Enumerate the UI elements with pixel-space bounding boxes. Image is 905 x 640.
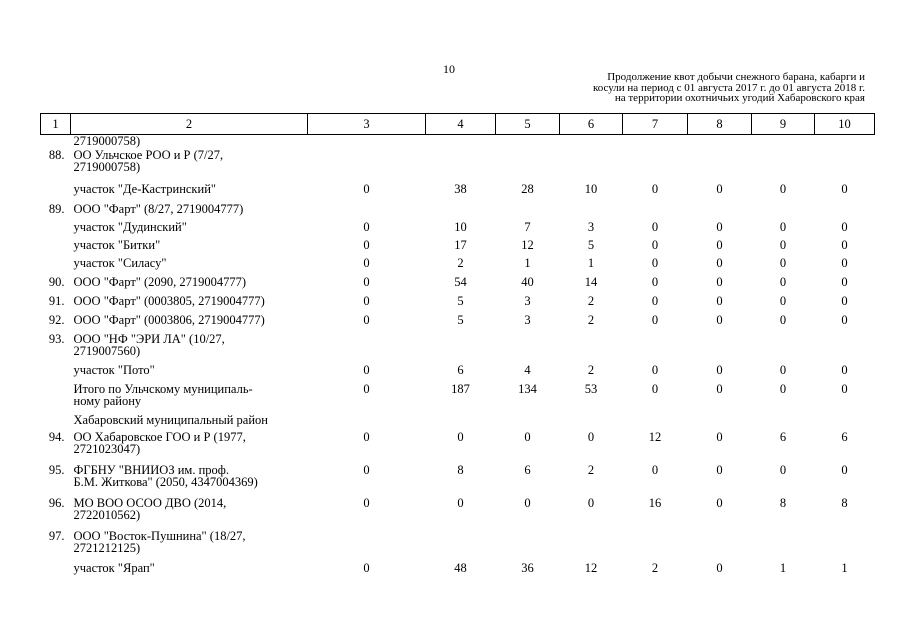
cell-col-8: 0 <box>716 429 723 444</box>
cell-col-9 <box>752 149 815 183</box>
row-name: участок "Ярап" <box>73 560 155 575</box>
cell-col-10: 6 <box>841 429 848 444</box>
header-line-2: косули на период с 01 августа 2017 г. до 01 августа 2018 г. <box>592 81 865 94</box>
row-number <box>41 257 71 276</box>
table-row <box>41 333 875 364</box>
table-row <box>41 314 875 333</box>
cell-col-9: 8 <box>779 495 787 510</box>
cell-col-10: 0 <box>841 219 848 234</box>
table-row <box>41 364 875 383</box>
cell-col-3 <box>308 414 426 431</box>
cell-col-9: 0 <box>779 293 787 308</box>
cell-col-7 <box>623 530 688 562</box>
row-number: 92. <box>48 312 65 327</box>
table-row <box>41 497 875 530</box>
cell-col-10: 0 <box>841 274 848 289</box>
cell-col-6: 14 <box>584 274 598 289</box>
table-row <box>41 431 875 464</box>
cell-col-8: 0 <box>716 462 723 477</box>
cell-col-10: 0 <box>841 462 848 477</box>
cell-col-10 <box>815 135 875 149</box>
quota-table <box>40 113 875 582</box>
row-name: МО ВОО ОСОО ДВО (2014, 2722010562) <box>73 495 227 522</box>
cell-col-5: 36 <box>521 560 534 575</box>
cell-col-9: 0 <box>779 462 787 477</box>
cell-col-9: 0 <box>779 381 787 396</box>
cell-col-4: 2 <box>457 255 464 270</box>
cell-col-6: 3 <box>587 219 595 234</box>
cell-col-4: 0 <box>457 429 464 444</box>
row-name: 2719000758) <box>73 134 141 148</box>
row-name: ОО Хабаровское ГОО и Р (1977, 2721023047) <box>73 429 246 456</box>
cell-col-8 <box>688 135 752 149</box>
table-row <box>41 149 875 183</box>
col-header-10: 10 <box>815 114 875 135</box>
col-header-6: 6 <box>560 114 623 135</box>
cell-col-8 <box>688 333 752 364</box>
cell-col-10: 8 <box>841 495 848 510</box>
cell-col-4 <box>426 333 496 364</box>
cell-col-8 <box>688 203 752 221</box>
cell-col-10: 0 <box>841 312 848 327</box>
row-number: 90. <box>48 274 65 289</box>
table-row <box>41 464 875 497</box>
cell-col-9 <box>752 135 815 149</box>
cell-col-3: 0 <box>363 429 370 444</box>
table-row <box>41 183 875 203</box>
cell-col-10: 0 <box>841 362 848 377</box>
cell-col-5: 40 <box>521 274 534 289</box>
cell-col-3: 0 <box>363 495 370 510</box>
cell-col-10 <box>815 149 875 183</box>
table-row <box>41 562 875 582</box>
row-number <box>41 221 71 239</box>
row-name: участок "Де-Кастринский" <box>73 181 216 196</box>
row-name: ООО "Фарт" (8/27, 2719004777) <box>73 201 244 216</box>
cell-col-4 <box>426 203 496 221</box>
cell-col-5: 134 <box>518 381 537 396</box>
table-row <box>41 221 875 239</box>
cell-col-9 <box>752 333 815 364</box>
cell-col-9: 0 <box>779 255 787 270</box>
row-number: 93. <box>48 331 65 346</box>
cell-col-3: 0 <box>363 293 370 308</box>
cell-col-10 <box>815 203 875 221</box>
cell-col-10 <box>815 333 875 364</box>
cell-col-6: 0 <box>587 429 595 444</box>
cell-col-3: 0 <box>363 381 370 396</box>
cell-col-10: 1 <box>841 560 848 575</box>
cell-col-7: 12 <box>648 429 662 444</box>
cell-col-6: 2 <box>587 312 595 327</box>
cell-col-4: 38 <box>454 181 467 196</box>
row-name: участок "Битки" <box>73 237 161 252</box>
cell-col-9: 0 <box>779 219 787 234</box>
row-number <box>41 562 71 582</box>
cell-col-3: 0 <box>363 560 370 575</box>
row-number <box>41 239 71 257</box>
row-name: участок "Пото" <box>73 362 155 377</box>
cell-col-10 <box>815 414 875 431</box>
cell-col-6: 2 <box>587 462 595 477</box>
table-row <box>41 414 875 431</box>
header-line-1: Продолжение квот добычи снежного барана, кабарги и <box>607 71 865 83</box>
cell-col-5: 4 <box>524 362 531 377</box>
cell-col-6 <box>560 333 623 364</box>
table-row <box>41 276 875 295</box>
row-name: ООО "Фарт" (0003806, 2719004777) <box>73 312 265 327</box>
row-number <box>41 414 71 431</box>
row-name: ОО Ульчское РОО и Р (7/27, 2719000758) <box>73 147 224 174</box>
cell-col-7: 0 <box>651 255 659 270</box>
row-number: 97. <box>48 528 65 543</box>
col-header-8: 8 <box>688 114 752 135</box>
cell-col-6 <box>560 414 623 431</box>
cell-col-7: 2 <box>651 560 659 575</box>
cell-col-4: 0 <box>457 495 464 510</box>
cell-col-10: 0 <box>841 237 848 252</box>
cell-col-5 <box>496 149 560 183</box>
cell-col-6: 2 <box>587 293 595 308</box>
cell-col-7: 0 <box>651 237 659 252</box>
cell-col-9: 0 <box>779 312 787 327</box>
cell-col-8: 0 <box>716 312 723 327</box>
cell-col-7: 0 <box>651 181 659 196</box>
cell-col-7: 0 <box>651 381 659 396</box>
cell-col-4 <box>426 149 496 183</box>
row-number <box>41 135 71 149</box>
cell-col-5: 1 <box>524 255 531 270</box>
cell-col-9 <box>752 530 815 562</box>
cell-col-3 <box>308 149 426 183</box>
cell-col-9 <box>752 203 815 221</box>
cell-col-5: 12 <box>521 237 534 252</box>
cell-col-6: 10 <box>584 181 598 196</box>
table-row <box>41 383 875 414</box>
cell-col-5: 0 <box>524 495 531 510</box>
cell-col-10: 0 <box>841 381 848 396</box>
table-row <box>41 295 875 314</box>
cell-col-7: 0 <box>651 462 659 477</box>
cell-col-4: 54 <box>454 274 467 289</box>
row-number: 95. <box>48 462 65 477</box>
cell-col-8: 0 <box>716 560 723 575</box>
table-continuation-header <box>545 72 865 104</box>
row-number <box>41 183 71 203</box>
row-number: 96. <box>48 495 65 510</box>
table-row <box>41 257 875 276</box>
row-name: ООО "Фарт" (0003805, 2719004777) <box>73 293 265 308</box>
row-name: Хабаровский муниципальный район <box>73 412 268 427</box>
row-name: ООО "Фарт" (2090, 2719004777) <box>73 274 247 289</box>
cell-col-3: 0 <box>363 181 370 196</box>
column-number-row <box>41 114 875 135</box>
row-number: 91. <box>48 293 65 308</box>
cell-col-3: 0 <box>363 219 370 234</box>
cell-col-3: 0 <box>363 274 370 289</box>
cell-col-9: 0 <box>779 237 787 252</box>
cell-col-4: 48 <box>454 560 467 575</box>
row-name: ООО "Восток-Пушнина" (18/27, 2721212125) <box>73 528 246 555</box>
cell-col-8: 0 <box>716 255 723 270</box>
cell-col-8: 0 <box>716 219 723 234</box>
cell-col-4: 5 <box>457 293 464 308</box>
cell-col-3: 0 <box>363 462 370 477</box>
cell-col-6 <box>560 530 623 562</box>
cell-col-6 <box>560 203 623 221</box>
table-row <box>41 203 875 221</box>
row-number <box>41 383 71 414</box>
cell-col-5: 6 <box>524 462 531 477</box>
cell-col-7 <box>623 333 688 364</box>
table-row <box>41 135 875 149</box>
table-row <box>41 530 875 562</box>
cell-col-3: 0 <box>363 237 370 252</box>
cell-col-5 <box>496 333 560 364</box>
cell-col-9: 1 <box>779 560 787 575</box>
cell-col-5 <box>496 135 560 149</box>
cell-col-9: 0 <box>779 274 787 289</box>
cell-col-3 <box>308 333 426 364</box>
cell-col-10: 0 <box>841 255 848 270</box>
col-header-1: 1 <box>41 114 71 135</box>
page-number: 10 <box>443 62 455 76</box>
cell-col-6: 2 <box>587 362 595 377</box>
cell-col-8 <box>688 530 752 562</box>
cell-col-5 <box>496 203 560 221</box>
cell-col-4: 8 <box>457 462 464 477</box>
cell-col-9 <box>752 414 815 431</box>
cell-col-7: 0 <box>651 362 659 377</box>
col-header-3: 3 <box>308 114 426 135</box>
cell-col-6: 12 <box>584 560 598 575</box>
cell-col-8: 0 <box>716 495 723 510</box>
cell-col-7: 0 <box>651 219 659 234</box>
cell-col-3 <box>308 135 426 149</box>
cell-col-4: 5 <box>457 312 464 327</box>
cell-col-7: 0 <box>651 293 659 308</box>
cell-col-5 <box>496 414 560 431</box>
cell-col-7: 0 <box>651 274 659 289</box>
cell-col-5 <box>496 530 560 562</box>
cell-col-7 <box>623 203 688 221</box>
col-header-2: 2 <box>71 114 308 135</box>
cell-col-6: 0 <box>587 495 595 510</box>
table-body <box>41 135 875 582</box>
cell-col-8: 0 <box>716 181 723 196</box>
cell-col-3: 0 <box>363 255 370 270</box>
cell-col-7 <box>623 135 688 149</box>
cell-col-6 <box>560 135 623 149</box>
cell-col-3 <box>308 203 426 221</box>
cell-col-4: 10 <box>454 219 467 234</box>
cell-col-5: 28 <box>521 181 534 196</box>
cell-col-6: 5 <box>587 237 595 252</box>
cell-col-8: 0 <box>716 274 723 289</box>
row-number: 94. <box>48 429 65 444</box>
cell-col-9: 0 <box>779 181 787 196</box>
cell-col-6: 1 <box>587 255 595 270</box>
cell-col-6 <box>560 149 623 183</box>
row-number: 89. <box>48 201 65 216</box>
cell-col-4 <box>426 530 496 562</box>
cell-col-6: 53 <box>584 381 598 396</box>
cell-col-7: 16 <box>648 495 662 510</box>
cell-col-9: 6 <box>779 429 787 444</box>
cell-col-3: 0 <box>363 312 370 327</box>
cell-col-5: 0 <box>524 429 531 444</box>
header-line-3: на территории охотничьих угодий Хабаровского края <box>614 92 865 104</box>
cell-col-4: 6 <box>457 362 464 377</box>
cell-col-4: 187 <box>451 381 470 396</box>
cell-col-10: 0 <box>841 181 848 196</box>
cell-col-5: 3 <box>524 293 531 308</box>
row-name: участок "Дудинский" <box>73 219 187 234</box>
cell-col-7: 0 <box>651 312 659 327</box>
cell-col-7 <box>623 149 688 183</box>
cell-col-8: 0 <box>716 237 723 252</box>
cell-col-10 <box>815 530 875 562</box>
cell-col-3: 0 <box>363 362 370 377</box>
cell-col-8 <box>688 149 752 183</box>
cell-col-8: 0 <box>716 362 723 377</box>
cell-col-4 <box>426 414 496 431</box>
cell-col-9: 0 <box>779 362 787 377</box>
col-header-9: 9 <box>752 114 815 135</box>
row-name: Итого по Ульчскому муниципаль- ному району <box>73 381 253 408</box>
row-number: 88. <box>48 147 65 162</box>
cell-col-8: 0 <box>716 293 723 308</box>
cell-col-7 <box>623 414 688 431</box>
row-name: ООО "НФ "ЭРИ ЛА" (10/27, 2719007560) <box>73 331 225 358</box>
cell-col-10: 0 <box>841 293 848 308</box>
cell-col-3 <box>308 530 426 562</box>
table-row <box>41 239 875 257</box>
cell-col-4 <box>426 135 496 149</box>
cell-col-8: 0 <box>716 381 723 396</box>
row-name: участок "Силасу" <box>73 255 167 270</box>
cell-col-4: 17 <box>454 237 467 252</box>
cell-col-5: 3 <box>524 312 531 327</box>
col-header-7: 7 <box>623 114 688 135</box>
cell-col-5: 7 <box>524 219 531 234</box>
cell-col-8 <box>688 414 752 431</box>
col-header-4: 4 <box>426 114 496 135</box>
row-name: ФГБНУ "ВНИИОЗ им. проф. Б.М. Житкова" (2050, 4347004369) <box>73 462 258 489</box>
col-header-5: 5 <box>496 114 560 135</box>
row-number <box>41 364 71 383</box>
